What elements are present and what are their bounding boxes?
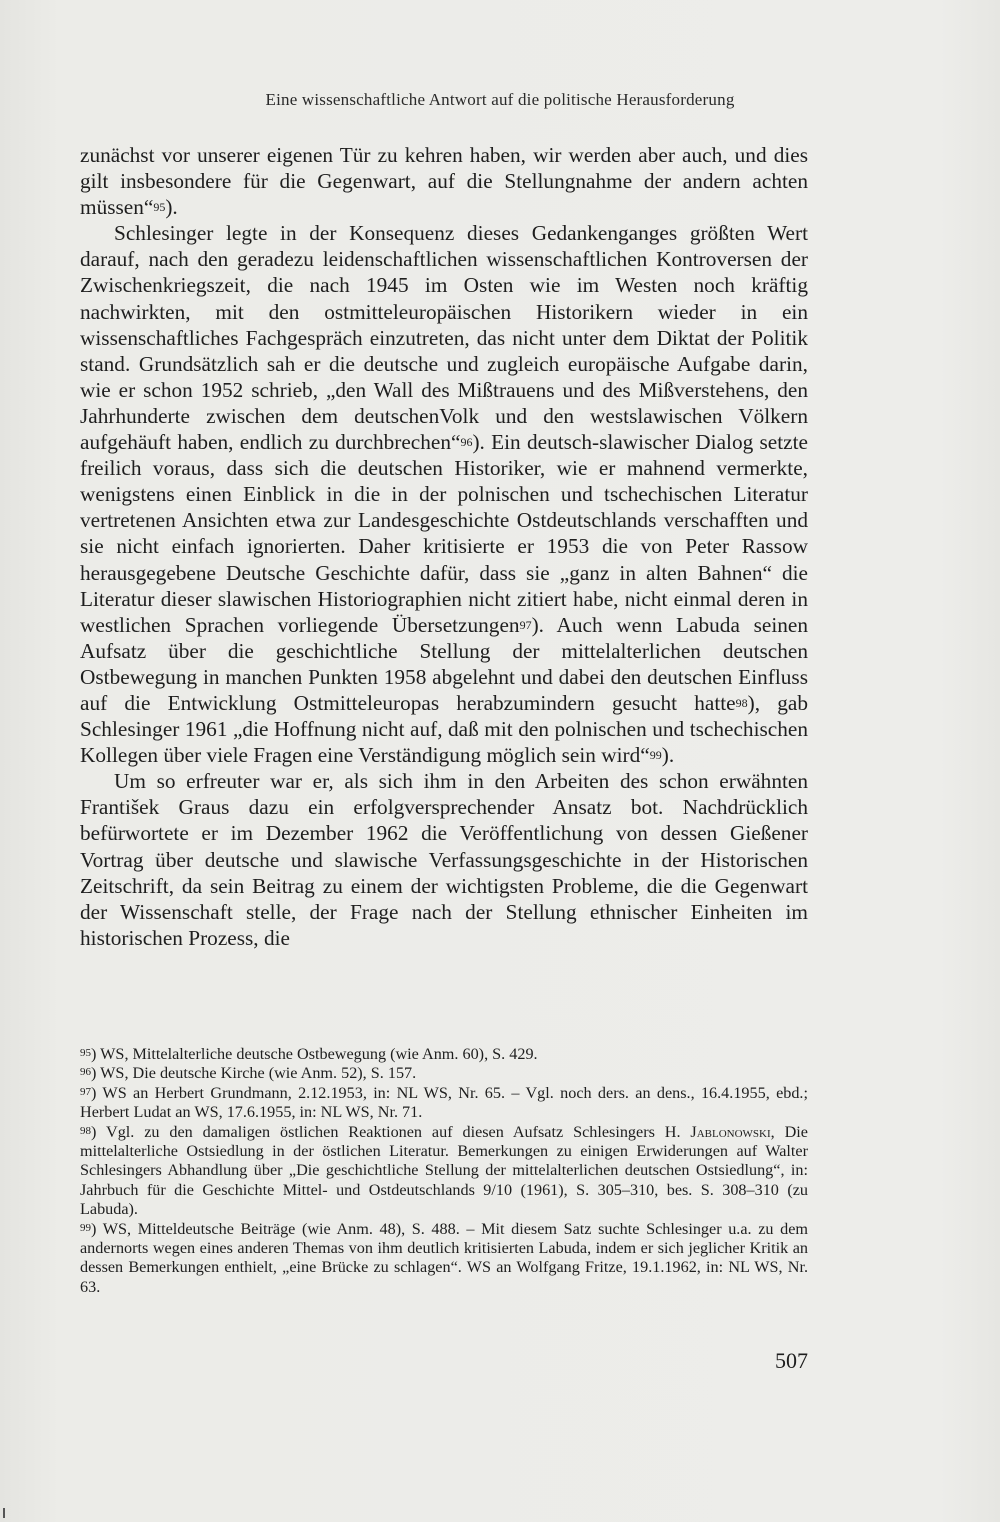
footnote-number: 98 — [80, 1124, 91, 1137]
footnote — [80, 1045, 808, 1064]
footnote — [80, 1084, 808, 1123]
body-paragraph — [80, 768, 808, 951]
text-run: ), gab Schlesinger 1961 „die Hoffnung nicht auf, daß mit den polnischen und tschechischen Kollegen über viele Fragen eine Verständigung möglich sein wird“ — [80, 690, 808, 768]
footnote-reference: 96 — [460, 435, 473, 450]
text-run: Vgl. zu den damaligen östlichen Reaktionen auf diesen Aufsatz Schlesingers H. — [106, 1122, 691, 1141]
text-run: ). — [661, 743, 675, 768]
author-name: Jablonowski — [690, 1122, 771, 1141]
body-paragraph — [80, 142, 808, 220]
footnote-reference: 99 — [649, 748, 662, 763]
footnote-reference: 97 — [519, 617, 532, 632]
text-run: Um so erfreuter war er, als sich ihm in den Arbeiten des schon erwähnten František Graus dazu ein erfolgversprechender Ansatz bot. Nachdrücklich befürwortete er im Dezember 1962 die Veröffentlichung von dessen Gießener Vortrag über deutsche und slawische Verfassungsgeschichte in der Historischen Zeitschrift, da sein Beitrag zu einem der wichtigsten Probleme, die die Gegenwart der Wissenschaft stelle, der Frage nach der Stellung ethnischer Einheiten im historischen Prozess, die — [80, 769, 808, 950]
text-run: Schlesinger legte in der Konsequenz dieses Gedankenganges größten Wert darauf, nach den geradezu leidenschaftlichen wissenschaftlichen Kontroversen der Zwischenkriegszeit, die nach 1945 im Osten wie im Westen noch kräftig nachwirkten, mit den ostmitteleuropäischen Historikern wieder in ein wissenschaftliches Fachgespräch einzutreten, das nicht unter dem Diktat der Politik stand. Grundsätzlich sah er die deutsche und zugleich europäische Aufgabe darin, wie er schon 1952 schrieb, „den Wall des Mißtrauens und des Mißverstehens, den Jahrhunderte zwischen dem deutschenVolk und den westslawischen Völkern aufgehäuft haben, endlich zu durchbrechen“ — [80, 221, 808, 455]
footnote — [80, 1220, 808, 1298]
footnote-number-paren: ) — [91, 1219, 103, 1238]
footnote-number-paren: ) — [91, 1064, 101, 1083]
text-run: , Die mittelalterliche Ostsiedlung in der östlichen Literatur. Bemerkungen zu einigen Erwiderungen auf Walter Schlesingers Abhandlung über „Die geschichtliche Stellung der mittelalterlichen deutschen Ostsiedlung“, in: Jahrbuch für die Geschichte Mittel- und Ostdeutschlands 9/10 (1961), S. 305–310, bes. S. 308–310 (zu Labuda). — [80, 1122, 808, 1219]
text-run: ). Auch wenn Labuda seinen Aufsatz über die geschichtliche Stellung der mittelalterlichen deutschen Ostbewegung in manchen Punkten 1958 abgelehnt und dabei den deutschen Einfluss auf die Entwicklung Ostmitteleuropas herabzumindern gesucht hatte — [80, 612, 808, 715]
footnote-reference: 98 — [735, 695, 748, 710]
footnote-reference: 95 — [153, 200, 166, 215]
footnote-number: 99 — [80, 1221, 91, 1234]
footnote — [80, 1064, 808, 1083]
footnotes — [80, 1045, 808, 1297]
footnote-number-paren: ) — [91, 1045, 101, 1063]
running-head: Eine wissenschaftliche Antwort auf die politische Herausforderung — [265, 90, 735, 109]
text-run: WS, Mittelalterliche deutsche Ostbewegung (wie Anm. 60), S. 429. — [100, 1045, 538, 1063]
footnote — [80, 1123, 808, 1220]
footnote-number: 95 — [80, 1047, 91, 1059]
text-run: zunächst vor unserer eigenen Tür zu kehren haben, wir werden aber auch, und dies gilt insbesondere für die Gegenwart, auf die Stellungnahme der andern achten müssen“ — [80, 143, 808, 220]
footnote-number-paren: ) — [91, 1083, 103, 1102]
footnote-number-paren: ) — [91, 1122, 106, 1141]
text-run: WS, Die deutsche Kirche (wie Anm. 52), S. 157. — [100, 1064, 417, 1083]
footnote-number: 97 — [80, 1085, 91, 1098]
footnote-number: 96 — [80, 1066, 91, 1079]
text-run: ). Ein deutsch-slawischer Dialog setzte freilich voraus, dass sich die deutschen Historiker, wie er mahnend vermerkte, wenigstens einen Einblick in die in der polnischen und tschechischen Literatur vertretenen Ansichten etwa zur Landesgeschichte Ostdeutschlands verschafften und sie nicht einfach ignorierten. Daher kritisierte er 1953 die von Peter Rassow herausgegebene Deutsche Geschichte dafür, dass sie „ganz in alten Bahnen“ die Literatur dieser slawischen Historiographien nicht zitiert habe, nicht einmal deren in westlichen Sprachen vorliegende Übersetzungen — [80, 430, 808, 637]
scan-edge-mark — [3, 1508, 5, 1518]
text-run: ). — [165, 195, 178, 220]
body-paragraph — [80, 220, 808, 768]
page-number: 507 — [775, 1348, 808, 1373]
body-text — [80, 142, 808, 951]
text-run: WS an Herbert Grundmann, 2.12.1953, in: NL WS, Nr. 65. – Vgl. noch ders. an dens., 16.4.1955, ebd.; Herbert Ludat an WS, 17.6.1955, in: NL WS, Nr. 71. — [80, 1083, 808, 1122]
text-run: WS, Mitteldeutsche Beiträge (wie Anm. 48), S. 488. – Mit diesem Satz suchte Schlesinger u.a. zu dem andernorts wegen eines anderen Themas von ihm deutlich kritisierten Labuda, indem er sich jeglicher Kritik an dessen Bemerkungen enthielt, „eine Brücke zu schlagen“. WS an Wolfgang Fritze, 19.1.1962, in: NL WS, Nr. 63. — [80, 1219, 808, 1296]
